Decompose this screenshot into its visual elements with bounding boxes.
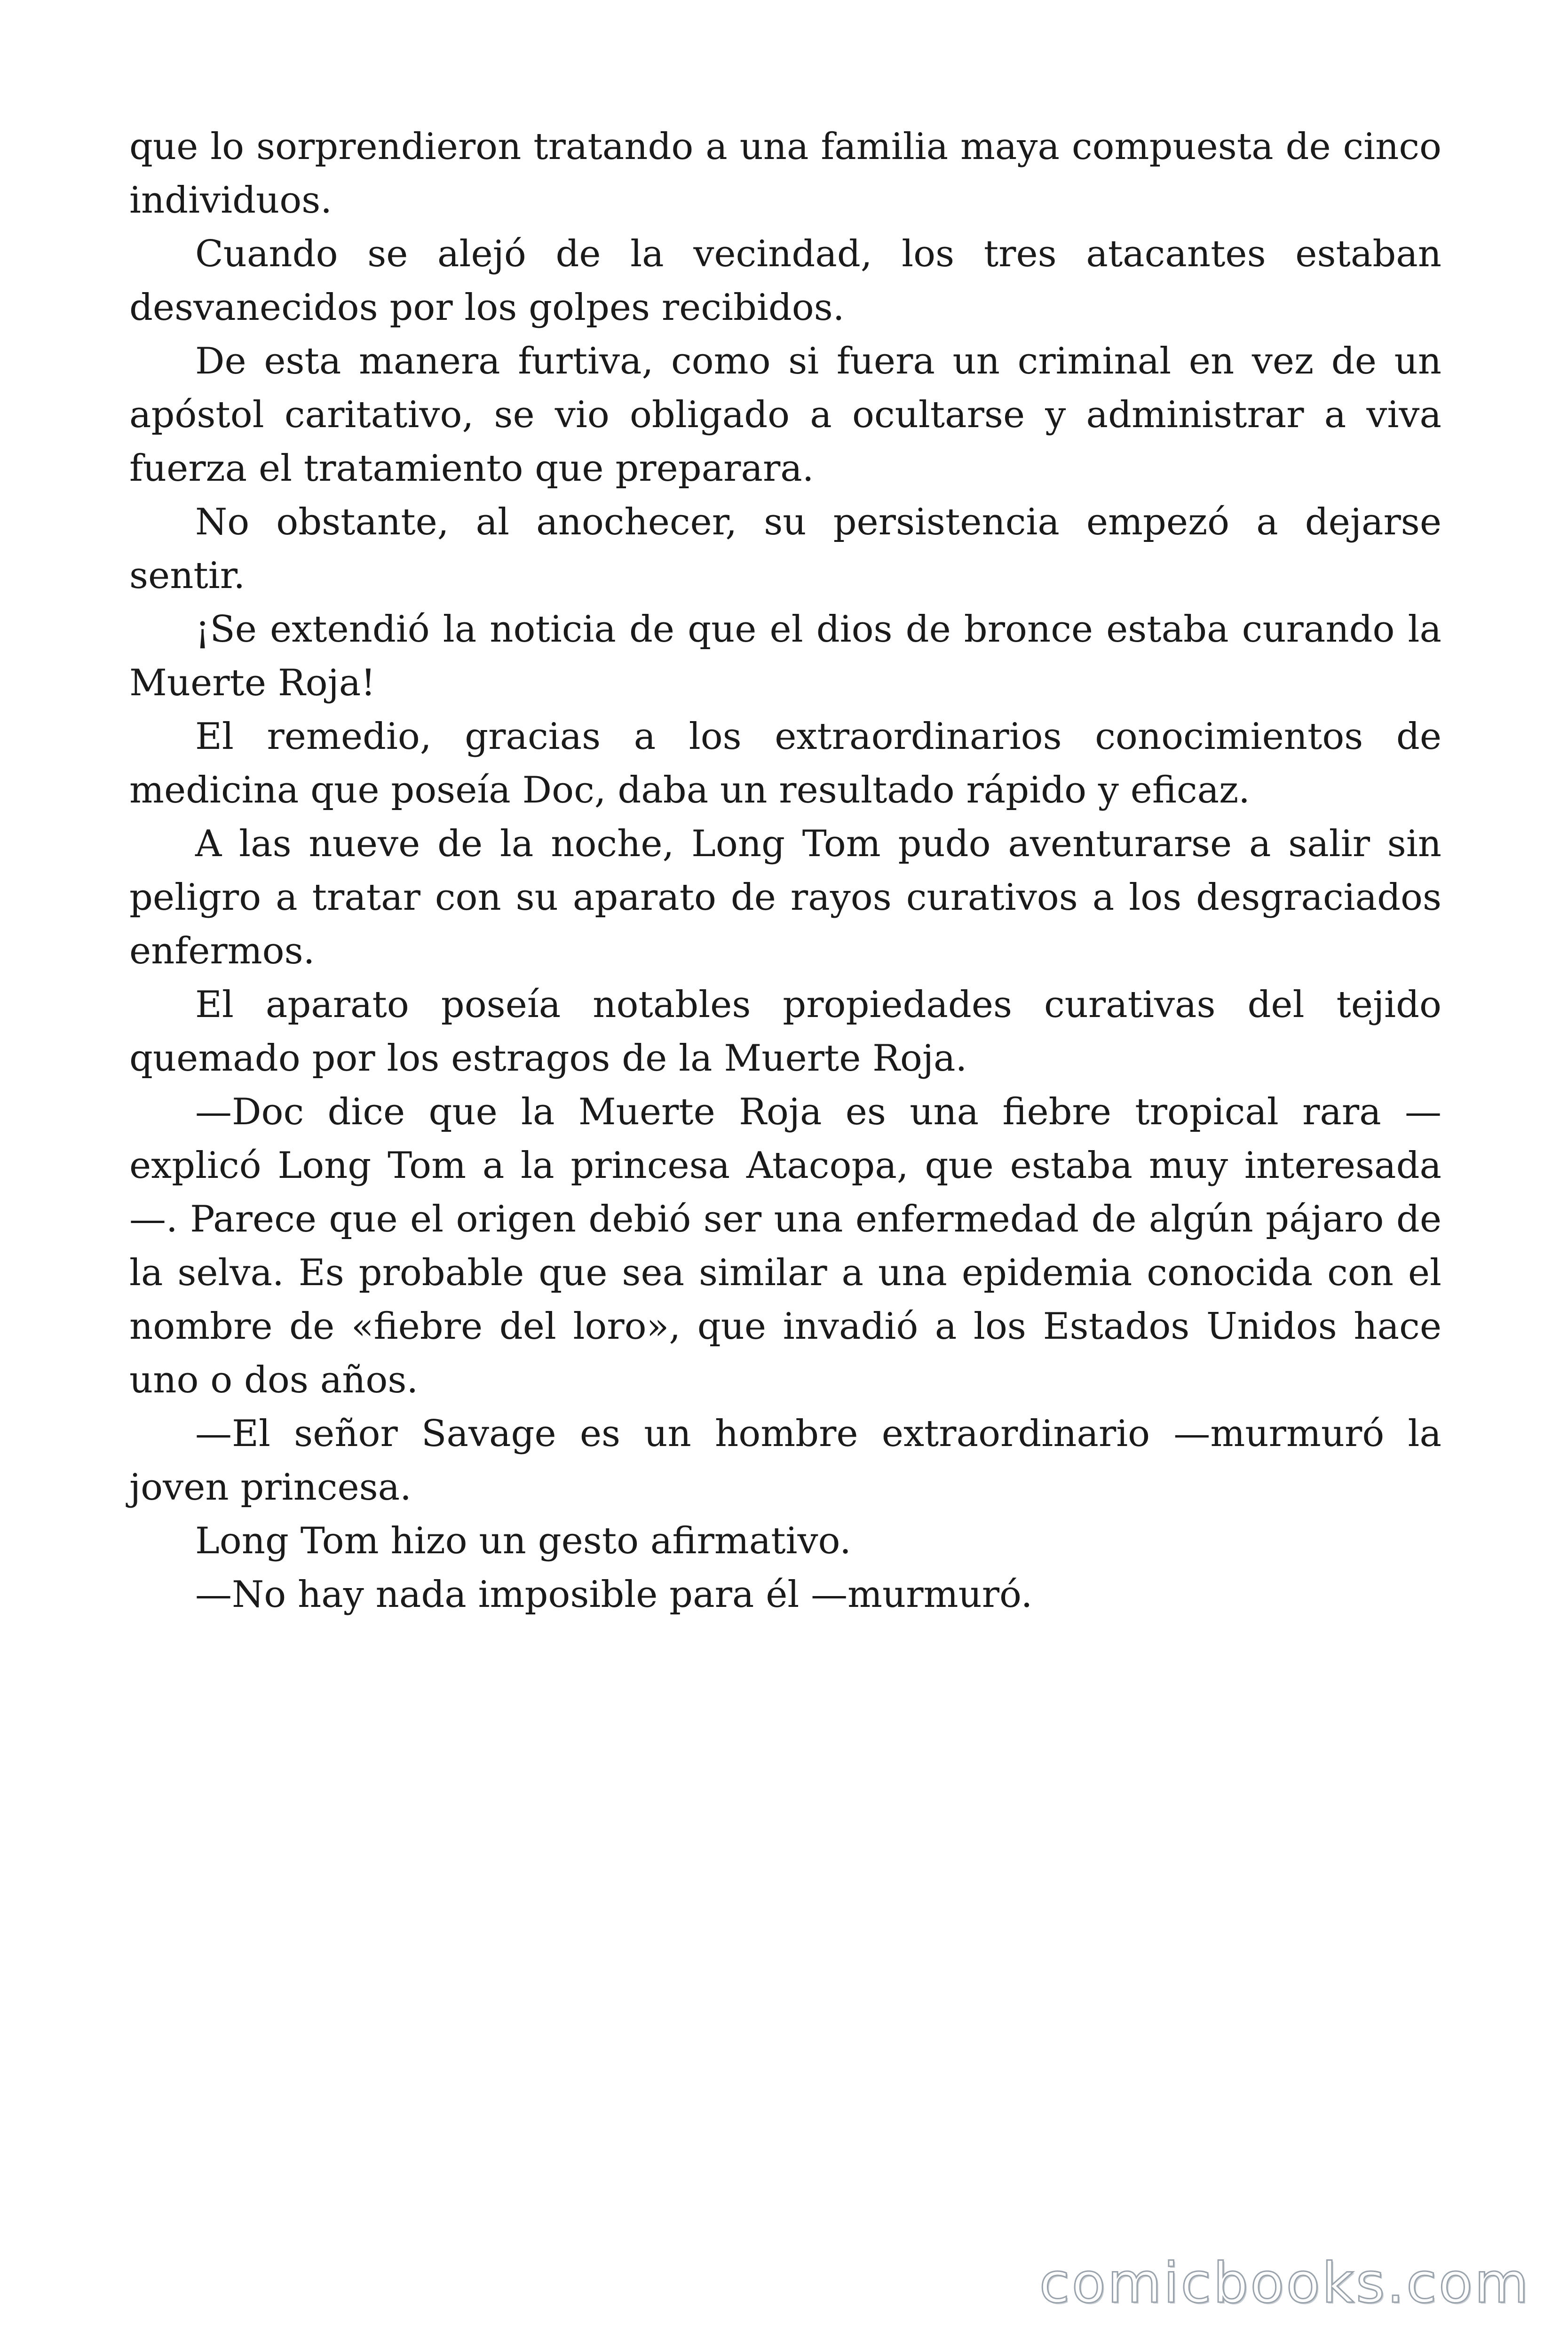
paragraph-10: —El señor Savage es un hombre extraordinario —murmuró la joven princesa. bbox=[129, 1413, 1441, 1509]
paragraph-11: Long Tom hizo un gesto afirmativo. bbox=[195, 1520, 851, 1562]
paragraph-9: —Doc dice que la Muerte Roja es una fiebre tropical rara —explicó Long Tom a la princesa Atacopa, que estaba muy interesada—. Parece que el origen debió ser una enfermedad de algún pájaro de la selva. Es probable que sea similar a una epidemia conocida con el nombre de «fiebre del loro», que invadió a los Estados Unidos hace uno o dos años. bbox=[129, 1091, 1441, 1401]
paragraph-6: El remedio, gracias a los extraordinarios conocimientos de medicina que poseía Doc, daba un resultado rápido y eficaz. bbox=[129, 715, 1441, 811]
page-body bbox=[129, 120, 1441, 1621]
paragraph-7: A las nueve de la noche, Long Tom pudo aventurarse a salir sin peligro a tratar con su aparato de rayos curativos a los desgraciados enfermos. bbox=[129, 823, 1441, 972]
paragraph-5: ¡Se extendió la noticia de que el dios de bronce estaba curando la Muerte Roja! bbox=[129, 608, 1441, 704]
watermark: comicbooks.com bbox=[1039, 2250, 1530, 2315]
paragraph-2: Cuando se alejó de la vecindad, los tres atacantes estaban desvanecidos por los golpes recibidos. bbox=[129, 233, 1441, 329]
paragraph-1: que lo sorprendieron tratando a una familia maya compuesta de cinco individuos. bbox=[129, 126, 1441, 222]
paragraph-12: —No hay nada imposible para él —murmuró. bbox=[195, 1573, 1033, 1616]
paragraph-8: El aparato poseía notables propiedades curativas del tejido quemado por los estragos de la Muerte Roja. bbox=[129, 984, 1441, 1080]
paragraph-3: De esta manera furtiva, como si fuera un criminal en vez de un apóstol caritativo, se vio obligado a ocultarse y administrar a viva fuerza el tratamiento que preparara. bbox=[129, 340, 1441, 490]
paragraph-4: No obstante, al anochecer, su persistencia empezó a dejarse sentir. bbox=[129, 501, 1441, 597]
